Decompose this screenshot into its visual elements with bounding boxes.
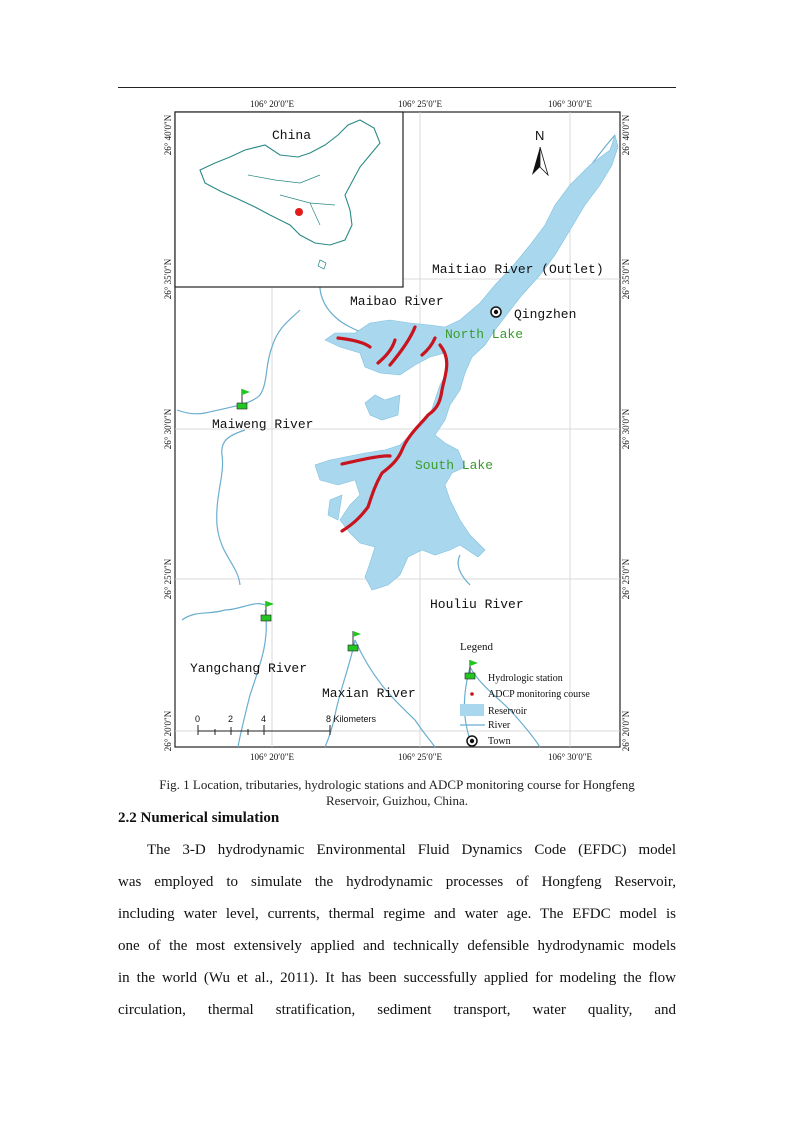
body-line-5: in the world (Wu et al., 2011). It has been successfully applied for modeling the flow <box>118 970 676 986</box>
scale-label-8: 8 Kilometers <box>326 714 377 724</box>
study-site-dot <box>295 208 303 216</box>
lat-left-5: 26° 20′0″N <box>163 710 173 752</box>
inset-china-label: China <box>272 128 312 143</box>
lat-right-4: 26° 25′0″N <box>621 558 631 600</box>
lat-right-1: 26° 40′0″N <box>621 114 631 156</box>
lon-top-3: 106° 30′0″E <box>547 99 593 109</box>
legend-title: Legend <box>460 641 493 653</box>
scale-label-2: 2 <box>228 714 234 724</box>
north-label: N <box>535 128 545 143</box>
lon-bottom-1: 106° 20′0″E <box>249 752 295 762</box>
legend-town: Town <box>488 736 511 747</box>
lon-bottom-2: 106° 25′0″E <box>397 752 443 762</box>
lat-left-1: 26° 40′0″N <box>163 114 173 156</box>
body-line-2: was employed to simulate the hydrodynamic processes of Hongfeng Reservoir, <box>118 874 676 890</box>
body-line-3: including water level, currents, thermal regime and water age. The EFDC model is <box>118 906 676 922</box>
location-map-figure <box>160 95 640 765</box>
body-line-4: one of the most extensively applied and technically defensible hydrodynamic models <box>118 938 676 954</box>
body-paragraph <box>118 834 676 1026</box>
label-houliu-river: Houliu River <box>430 597 524 612</box>
label-maibao-river: Maibao River <box>350 294 444 309</box>
lat-right-3: 26° 30′0″N <box>621 408 631 450</box>
label-north-lake: North Lake <box>445 327 524 342</box>
figure-caption <box>118 777 676 809</box>
section-heading: 2.2 Numerical simulation <box>118 810 280 826</box>
lon-top-2: 106° 25′0″E <box>397 99 443 109</box>
lat-left-3: 26° 30′0″N <box>163 408 173 450</box>
legend-hydrologic-station: Hydrologic station <box>488 673 563 684</box>
legend-adcp-course: ADCP monitoring course <box>488 689 590 700</box>
lon-top-1: 106° 20′0″E <box>249 99 295 109</box>
lat-right-2: 26° 35′0″N <box>621 258 631 300</box>
label-yangchang-river: Yangchang River <box>190 661 308 676</box>
town-qingzhen-marker <box>491 307 501 317</box>
scale-label-0: 0 <box>195 714 201 724</box>
lat-left-2: 26° 35′0″N <box>163 258 173 300</box>
label-south-lake: South Lake <box>415 458 494 473</box>
label-maitiao-river: Maitiao River (Outlet) <box>432 262 604 277</box>
lat-right-5: 26° 20′0″N <box>621 710 631 752</box>
caption-line-2: Reservoir, Guizhou, China. <box>325 793 469 808</box>
header-rule <box>118 87 676 88</box>
label-maiweng-river: Maiweng River <box>212 417 314 432</box>
label-maxian-river: Maxian River <box>322 686 416 701</box>
body-line-1: The 3-D hydrodynamic Environmental Fluid Dynamics Code (EFDC) model <box>147 842 676 858</box>
legend-river: River <box>488 720 511 731</box>
label-qingzhen: Qingzhen <box>514 307 577 322</box>
scale-label-4: 4 <box>261 714 267 724</box>
body-line-6: circulation, thermal stratification, sediment transport, water quality, and <box>118 1002 676 1018</box>
caption-line-1: Fig. 1 Location, tributaries, hydrologic stations and ADCP monitoring course for Hongfeng <box>159 777 635 792</box>
legend-reservoir: Reservoir <box>488 706 527 717</box>
lon-bottom-3: 106° 30′0″E <box>547 752 593 762</box>
lat-left-4: 26° 25′0″N <box>163 558 173 600</box>
